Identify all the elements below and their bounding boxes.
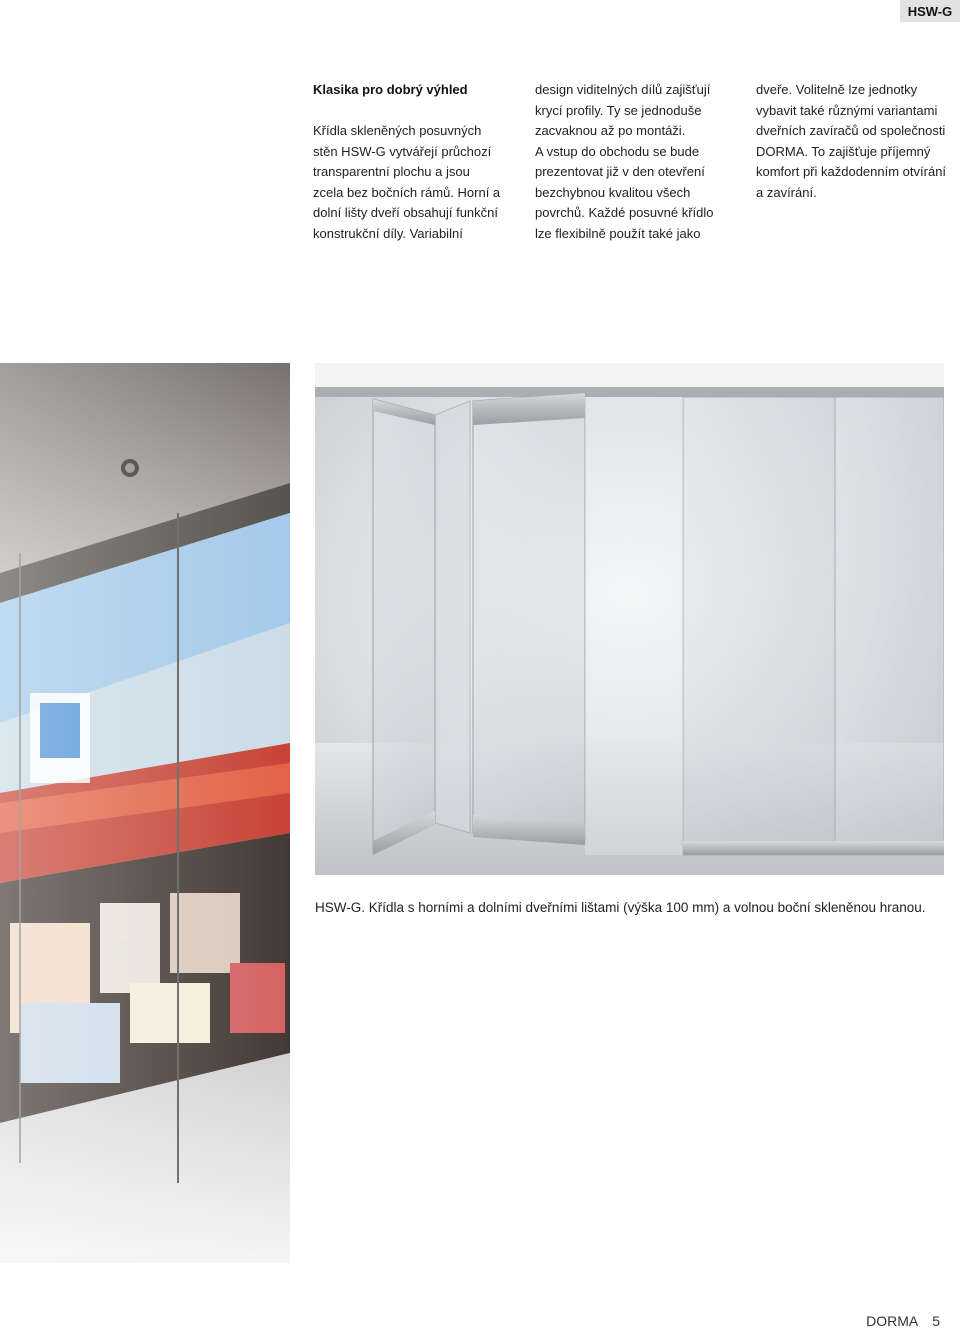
text-line: dolní lišty dveří obsahují funkční — [313, 205, 498, 220]
text-line: design viditelných dílů zajišťují — [535, 82, 711, 97]
text-line: povrchů. Každé posuvné křídlo — [535, 205, 714, 220]
figure-caption: HSW-G. Křídla s horními a dolními dveřními lištami (výška 100 mm) a volnou boční skleněnou hranou. — [315, 900, 926, 915]
text-line: bezchybnou kvalitou všech — [535, 184, 691, 200]
text-line: krycí profily. Ty se jednoduše — [535, 102, 702, 118]
text-line: Křídla skleněných posuvných — [313, 123, 482, 138]
text-line: zacvaknou až po montáži. — [535, 123, 686, 138]
text-line: dveře. Volitelně lze jednotky — [756, 82, 918, 97]
text-line: vybavit také různými variantami — [756, 102, 938, 118]
text-line: dveřních zavíračů od společnosti — [756, 123, 946, 138]
text-column-3 — [756, 80, 960, 203]
page-footer — [866, 1313, 940, 1329]
text-line: zcela bez bočních rámů. Horní a — [313, 184, 501, 200]
text-line: komfort při každodenním otvírání — [756, 164, 947, 179]
text-line: A vstup do obchodu se bude — [535, 143, 700, 159]
text-line: transparentní plochu a jsou — [313, 164, 470, 179]
text-line: stěn HSW-G vytvářejí průchozí — [313, 143, 492, 159]
text-line: a zavírání. — [756, 184, 817, 200]
text-line: lze flexibilně použít také jako — [535, 225, 701, 241]
text-line: prezentovat již v den otevření — [535, 164, 705, 179]
page-number: 5 — [932, 1313, 940, 1329]
glass-doors-photo — [315, 363, 944, 875]
text-line: konstrukční díly. Variabilní — [313, 225, 463, 241]
text-column-2 — [535, 80, 740, 244]
storefront-photo — [0, 363, 290, 1263]
brand-name: DORMA — [866, 1313, 919, 1329]
text-line: DORMA. To zajišťuje příjemný — [756, 143, 931, 159]
section-heading: Klasika pro dobrý výhled — [313, 82, 468, 97]
text-column-1 — [313, 80, 518, 244]
product-tag: HSW-G — [900, 0, 960, 22]
